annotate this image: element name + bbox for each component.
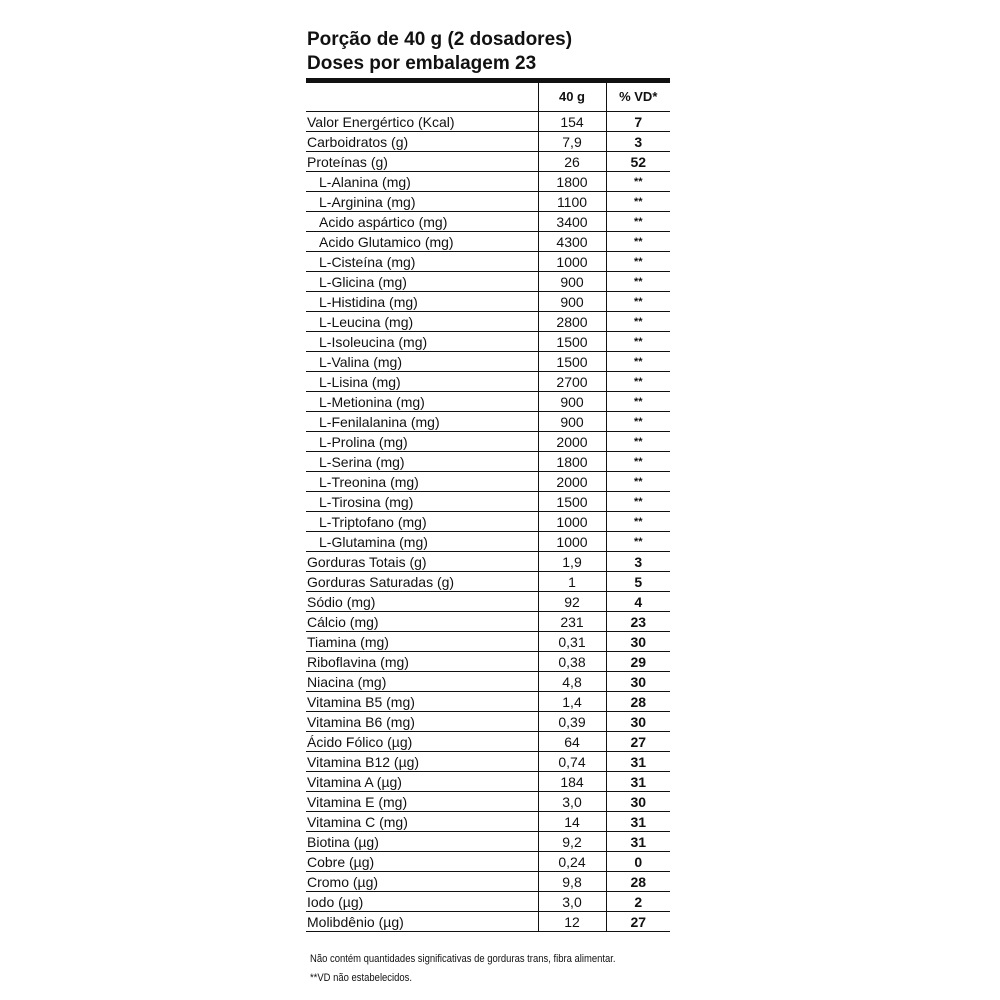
table-row xyxy=(306,872,670,892)
table-row xyxy=(306,232,670,252)
nutrient-label: L-Treonina (mg) xyxy=(306,472,538,492)
table-row xyxy=(306,212,670,232)
nutrition-rows xyxy=(306,112,670,932)
column-header-amount: 40 g xyxy=(538,83,606,112)
table-row xyxy=(306,112,670,132)
nutrient-label: L-Glicina (mg) xyxy=(306,272,538,292)
nutrient-amount: 154 xyxy=(538,112,606,132)
nutrient-vd: 29 xyxy=(606,652,670,672)
nutrient-vd: 0 xyxy=(606,852,670,872)
nutrient-vd: ** xyxy=(606,292,670,312)
nutrient-label: Riboflavina (mg) xyxy=(306,652,538,672)
nutrient-amount: 14 xyxy=(538,812,606,832)
table-row xyxy=(306,272,670,292)
nutrient-vd: 52 xyxy=(606,152,670,172)
nutrient-label: Sódio (mg) xyxy=(306,592,538,612)
nutrient-amount: 900 xyxy=(538,392,606,412)
table-row xyxy=(306,792,670,812)
table-row xyxy=(306,472,670,492)
nutrient-label: Valor Energértico (Kcal) xyxy=(306,112,538,132)
table-row xyxy=(306,692,670,712)
table-row xyxy=(306,652,670,672)
nutrient-amount: 1000 xyxy=(538,532,606,552)
nutrition-facts-panel xyxy=(306,28,670,932)
table-row xyxy=(306,532,670,552)
nutrient-amount: 184 xyxy=(538,772,606,792)
nutrient-amount: 4,8 xyxy=(538,672,606,692)
table-row xyxy=(306,412,670,432)
table-row xyxy=(306,432,670,452)
nutrient-vd: 30 xyxy=(606,632,670,652)
nutrient-vd: 5 xyxy=(606,572,670,592)
nutrient-amount: 7,9 xyxy=(538,132,606,152)
nutrient-vd: ** xyxy=(606,252,670,272)
nutrient-amount: 3400 xyxy=(538,212,606,232)
nutrient-amount: 9,8 xyxy=(538,872,606,892)
table-row xyxy=(306,132,670,152)
nutrient-label: L-Metionina (mg) xyxy=(306,392,538,412)
nutrient-label: Vitamina E (mg) xyxy=(306,792,538,812)
nutrient-amount: 9,2 xyxy=(538,832,606,852)
table-row xyxy=(306,772,670,792)
table-row xyxy=(306,312,670,332)
nutrient-vd: ** xyxy=(606,312,670,332)
table-row xyxy=(306,752,670,772)
nutrient-label: L-Valina (mg) xyxy=(306,352,538,372)
nutrient-amount: 12 xyxy=(538,912,606,932)
nutrient-vd: ** xyxy=(606,232,670,252)
nutrient-vd: 2 xyxy=(606,892,670,912)
nutrient-label: L-Prolina (mg) xyxy=(306,432,538,452)
nutrient-label: L-Cisteína (mg) xyxy=(306,252,538,272)
nutrient-label: L-Tirosina (mg) xyxy=(306,492,538,512)
nutrient-label: Vitamina B12 (µg) xyxy=(306,752,538,772)
nutrient-vd: ** xyxy=(606,332,670,352)
nutrient-vd: 30 xyxy=(606,712,670,732)
nutrient-amount: 4300 xyxy=(538,232,606,252)
table-row xyxy=(306,912,670,932)
doses-title: Doses por embalagem 23 xyxy=(307,53,537,74)
table-row xyxy=(306,452,670,472)
nutrient-label: L-Leucina (mg) xyxy=(306,312,538,332)
nutrient-label: Vitamina A (µg) xyxy=(306,772,538,792)
nutrient-label: Iodo (µg) xyxy=(306,892,538,912)
nutrient-label: L-Alanina (mg) xyxy=(306,172,538,192)
nutrient-label: Molibdênio (µg) xyxy=(306,912,538,932)
nutrient-vd: ** xyxy=(606,352,670,372)
nutrient-amount: 1800 xyxy=(538,452,606,472)
nutrient-amount: 1,9 xyxy=(538,552,606,572)
table-row xyxy=(306,852,670,872)
nutrient-label: Carboidratos (g) xyxy=(306,132,538,152)
nutrient-amount: 231 xyxy=(538,612,606,632)
nutrient-amount: 2000 xyxy=(538,472,606,492)
table-row xyxy=(306,712,670,732)
nutrient-vd: ** xyxy=(606,432,670,452)
nutrient-vd: ** xyxy=(606,392,670,412)
nutrient-label: L-Arginina (mg) xyxy=(306,192,538,212)
nutrient-amount: 1500 xyxy=(538,332,606,352)
nutrient-amount: 26 xyxy=(538,152,606,172)
nutrient-amount: 1500 xyxy=(538,492,606,512)
table-row xyxy=(306,332,670,352)
table-row xyxy=(306,592,670,612)
nutrient-vd: 3 xyxy=(606,552,670,572)
nutrient-vd: 28 xyxy=(606,872,670,892)
nutrient-label: Proteínas (g) xyxy=(306,152,538,172)
nutrient-amount: 64 xyxy=(538,732,606,752)
nutrient-amount: 0,74 xyxy=(538,752,606,772)
nutrient-label: Tiamina (mg) xyxy=(306,632,538,652)
nutrient-amount: 900 xyxy=(538,292,606,312)
nutrient-label: Acido Glutamico (mg) xyxy=(306,232,538,252)
nutrient-label: Gorduras Totais (g) xyxy=(306,552,538,572)
nutrient-label: Acido aspártico (mg) xyxy=(306,212,538,232)
nutrient-amount: 900 xyxy=(538,272,606,292)
nutrient-label: Vitamina C (mg) xyxy=(306,812,538,832)
nutrient-vd: ** xyxy=(606,412,670,432)
nutrient-vd: 23 xyxy=(606,612,670,632)
nutrient-vd: 27 xyxy=(606,732,670,752)
nutrient-amount: 1800 xyxy=(538,172,606,192)
nutrient-label: Biotina (µg) xyxy=(306,832,538,852)
nutrient-amount: 3,0 xyxy=(538,892,606,912)
nutrient-vd: ** xyxy=(606,492,670,512)
nutrient-label: Cobre (µg) xyxy=(306,852,538,872)
nutrient-vd: ** xyxy=(606,472,670,492)
table-row xyxy=(306,732,670,752)
nutrient-label: Gorduras Saturadas (g) xyxy=(306,572,538,592)
nutrient-vd: 27 xyxy=(606,912,670,932)
nutrient-label: Vitamina B5 (mg) xyxy=(306,692,538,712)
nutrient-label: Niacina (mg) xyxy=(306,672,538,692)
table-row xyxy=(306,612,670,632)
nutrient-amount: 1500 xyxy=(538,352,606,372)
nutrition-table xyxy=(306,83,670,932)
nutrient-amount: 0,31 xyxy=(538,632,606,652)
nutrient-vd: ** xyxy=(606,172,670,192)
nutrient-label: Ácido Fólico (µg) xyxy=(306,732,538,752)
table-row xyxy=(306,252,670,272)
table-row xyxy=(306,172,670,192)
nutrient-vd: 31 xyxy=(606,772,670,792)
nutrient-label: L-Histidina (mg) xyxy=(306,292,538,312)
nutrient-amount: 1100 xyxy=(538,192,606,212)
table-row xyxy=(306,892,670,912)
nutrient-amount: 1 xyxy=(538,572,606,592)
nutrient-label: Cromo (µg) xyxy=(306,872,538,892)
footnotes xyxy=(310,950,637,988)
nutrient-amount: 2700 xyxy=(538,372,606,392)
nutrient-vd: 31 xyxy=(606,752,670,772)
nutrient-label: L-Lisina (mg) xyxy=(306,372,538,392)
table-row xyxy=(306,812,670,832)
nutrient-amount: 1,4 xyxy=(538,692,606,712)
table-row xyxy=(306,492,670,512)
footnote-trans-fat: Não contém quantidades significativas de gorduras trans, fibra alimentar. xyxy=(310,953,616,965)
nutrient-vd: ** xyxy=(606,192,670,212)
nutrient-vd: ** xyxy=(606,512,670,532)
nutrient-vd: 31 xyxy=(606,812,670,832)
nutrient-amount: 2000 xyxy=(538,432,606,452)
nutrient-vd: 4 xyxy=(606,592,670,612)
table-header-row xyxy=(306,83,670,112)
nutrient-label: Vitamina B6 (mg) xyxy=(306,712,538,732)
nutrient-label: L-Isoleucina (mg) xyxy=(306,332,538,352)
table-row xyxy=(306,372,670,392)
table-row xyxy=(306,672,670,692)
nutrient-vd: 30 xyxy=(606,672,670,692)
nutrient-amount: 2800 xyxy=(538,312,606,332)
nutrient-vd: 3 xyxy=(606,132,670,152)
table-row xyxy=(306,292,670,312)
table-row xyxy=(306,552,670,572)
nutrient-vd: ** xyxy=(606,212,670,232)
table-row xyxy=(306,832,670,852)
nutrient-vd: 7 xyxy=(606,112,670,132)
table-row xyxy=(306,152,670,172)
nutrient-label: L-Serina (mg) xyxy=(306,452,538,472)
nutrient-amount: 0,38 xyxy=(538,652,606,672)
nutrient-vd: ** xyxy=(606,272,670,292)
nutrient-label: L-Triptofano (mg) xyxy=(306,512,538,532)
nutrient-vd: 31 xyxy=(606,832,670,852)
nutrient-label: Cálcio (mg) xyxy=(306,612,538,632)
column-header-label xyxy=(306,83,538,112)
nutrient-amount: 92 xyxy=(538,592,606,612)
column-header-vd: % VD* xyxy=(606,83,670,112)
nutrient-amount: 1000 xyxy=(538,252,606,272)
nutrient-amount: 1000 xyxy=(538,512,606,532)
nutrient-vd: 28 xyxy=(606,692,670,712)
table-row xyxy=(306,572,670,592)
nutrient-vd: 30 xyxy=(606,792,670,812)
footnote-vd: **VD não estabelecidos. xyxy=(310,972,413,984)
nutrient-label: L-Fenilalanina (mg) xyxy=(306,412,538,432)
table-row xyxy=(306,352,670,372)
nutrient-vd: ** xyxy=(606,532,670,552)
nutrient-amount: 3,0 xyxy=(538,792,606,812)
table-row xyxy=(306,512,670,532)
nutrient-amount: 900 xyxy=(538,412,606,432)
table-row xyxy=(306,192,670,212)
nutrient-vd: ** xyxy=(606,452,670,472)
nutrient-vd: ** xyxy=(606,372,670,392)
nutrient-label: L-Glutamina (mg) xyxy=(306,532,538,552)
table-row xyxy=(306,392,670,412)
portion-title: Porção de 40 g (2 dosadores) xyxy=(307,29,573,50)
nutrient-amount: 0,39 xyxy=(538,712,606,732)
nutrient-amount: 0,24 xyxy=(538,852,606,872)
table-row xyxy=(306,632,670,652)
